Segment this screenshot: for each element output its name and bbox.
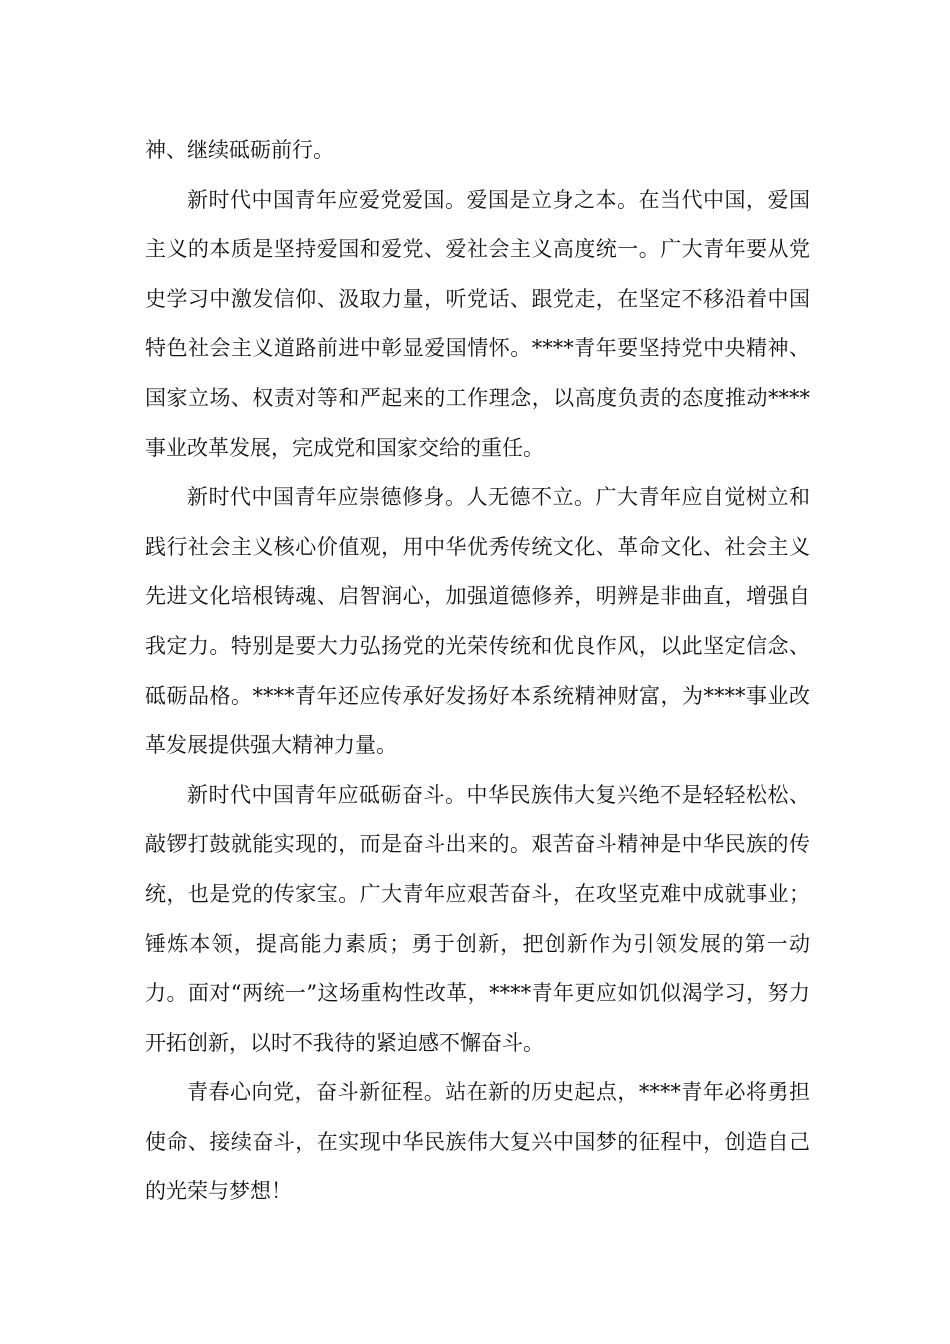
- paragraph-striving: 新时代中国青年应砥砺奋斗。中华民族伟大复兴绝不是轻轻松松、敲锣打鼓就能实现的，而是奋斗出来的。艰苦奋斗精神是中华民族的传统，也是党的传家宝。广大青年应艰苦奋斗，在攻坚克难中成就事业；锤炼本领，提高能力素质；勇于创新，把创新作为引领发展的第一动力。面对“两统一”这场重构性改革，****青年更应如饥似渴学习，努力开拓创新，以时不我待的紧迫感不懈奋斗。: [145, 782, 810, 1055]
- document-body: [145, 126, 810, 1217]
- paragraph-conclusion: 青春心向党，奋斗新征程。站在新的历史起点，****青年必将勇担使命、接续奋斗，在实现中华民族伟大复兴中国梦的征程中，创造自己的光荣与梦想！: [145, 1080, 810, 1204]
- paragraph-love-party-country: 新时代中国青年应爱党爱国。爱国是立身之本。在当代中国，爱国主义的本质是坚持爱国和爱党、爱社会主义高度统一。广大青年要从党史学习中激发信仰、汲取力量，听党话、跟党走，在坚定不移沿着中国特色社会主义道路前进中彰显爱国情怀。****青年要坚持党中央精神、国家立场、权责对等和严起来的工作理念，以高度负责的态度推动****事业改革发展，完成党和国家交给的重任。: [145, 187, 810, 460]
- paragraph-continuation: 神、继续砥砺前行。: [145, 138, 334, 162]
- paragraph-morality: 新时代中国青年应崇德修身。人无德不立。广大青年应自觉树立和践行社会主义核心价值观，用中华优秀传统文化、革命文化、社会主义先进文化培根铸魂、启智润心，加强道德修养，明辨是非曲直，增强自我定力。特别是要大力弘扬党的光荣传统和优良作风，以此坚定信念、砥砺品格。****青年还应传承好发扬好本系统精神财富，为****事业改革发展提供强大精神力量。: [145, 485, 810, 758]
